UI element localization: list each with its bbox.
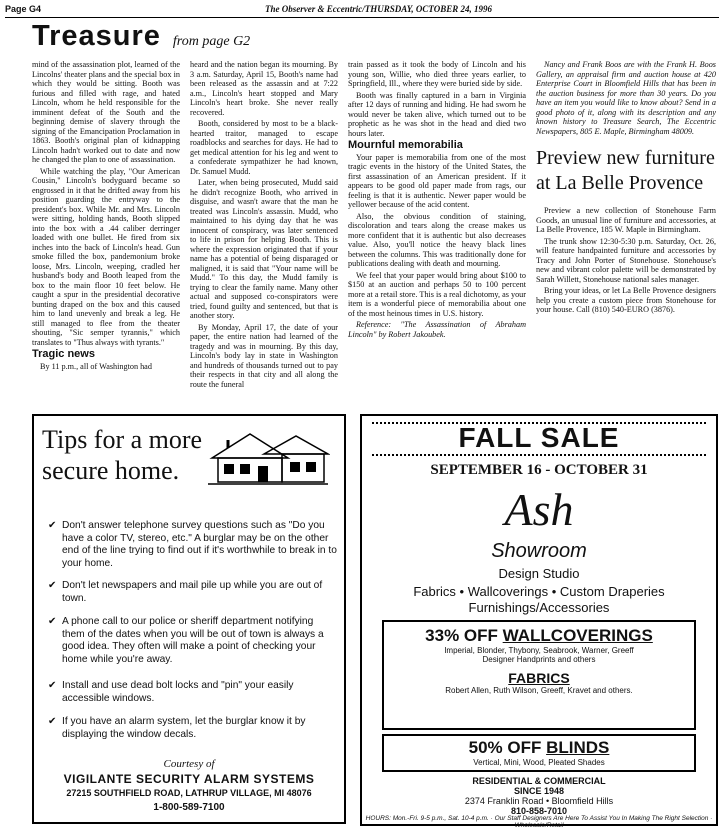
blinds-label: BLINDS — [546, 738, 610, 757]
showroom-address: 2374 Franklin Road • Bloomfield Hills — [464, 796, 614, 806]
firm-address: 27215 SOUTHFIELD ROAD, LATHRUP VILLAGE, MI 48076 — [66, 788, 312, 798]
design-studio: Design Studio — [498, 566, 580, 581]
ash-logo: Ash — [504, 484, 574, 535]
house-illustration — [204, 424, 330, 488]
paragraph: By Monday, April 17, the date of your paper, the entire nation had learned of the tragedy and was in mourning. By this day, Lincoln's body lay in state in Washington and hundreds of thousands turned out to pay their respects in that city and all along the route the funeral — [190, 322, 338, 389]
treasure-title: Treasure — [32, 20, 161, 52]
paragraph: Later, when being prosecuted, Mudd said he didn't recognize Booth, who arrived in disguise, and wasn't aware that the man he treated was Lincoln's assassin. Mudd, who maintained to his dying day that he was innocent of conspiracy, was later sentenced to life in prison for helping Booth. This is where the expression originated that if your name has a potential of being disparaged or maligned, it is said that "Your name will be Mudd." To this day, the Mudd family is trying to clear the family name. Many other actual and supposed co-conspirators were tried, found guilty and sentenced, but that is another story. — [190, 178, 338, 320]
article-column-3 — [348, 60, 526, 341]
continued-from: from page G2 — [172, 34, 251, 49]
paragraph: train passed as it took the body of Lincoln and his young son, Willie, who died three years earlier, to Springfield, Ill., where they were buried side by side. — [348, 60, 526, 88]
wallcovering-brands: Imperial, Blonder, Thybony, Seabrook, Warner, Greeff — [444, 646, 634, 655]
firm-name: VIGILANTE SECURITY ALARM SYSTEMS — [63, 772, 315, 786]
treasure-heading — [32, 20, 482, 58]
showroom-hours: HOURS: Mon.-Fri. 9-5 p.m., Sat. 10-4 p.m. · Our Staff Designers Are Here To Assist You In Making The Right Selection · Wholesale/Retail — [365, 815, 713, 829]
tip-item: ✔ Don't let newspapers and mail pile up while you are out of town. — [48, 580, 323, 604]
showroom-label: Showroom — [491, 540, 587, 562]
author-bio: Nancy and Frank Boos are with the Frank H. Boos Gallery, an appraisal firm and auction house at 420 Enterprise Court in Bloomfield Hills that has been in the auction business for more than 30 years. Do you have an item you would like to know about? Send in a good photo of it, along with its description and any known history to Treasure Search, The Eccentric Newspapers, 805 E. Maple, Birmingham 48009. — [536, 60, 716, 136]
paragraph: By 11 p.m., all of Washington had — [40, 361, 152, 371]
paragraph: Preview a new collection of Stonehouse Farm Goods, an unusual line of furniture and accessories, at La Belle Provence, 185 W. Maple in Birmingham. — [536, 206, 716, 234]
furnishings: Furnishings/Accessories — [468, 600, 610, 615]
page-number: Page G4 — [5, 4, 42, 14]
discount-33: 33% OFF — [425, 626, 498, 645]
masthead: The Observer & Eccentric/THURSDAY, OCTOBER 24, 1996 — [265, 4, 493, 14]
fabrics-label: FABRICS — [508, 670, 570, 686]
article-column-2 — [190, 60, 338, 391]
paragraph: mind of the assassination plot, learned of the Lincolns' theater plans and the special box in which they would be sitting. Booth was furious and filled with rage, and hated Lincoln, whom he held responsible for the imminent defeat of the South and the beginning demise of slavery through the signing of the Emancipation Proclamation in 1863. Booth's original plan of kidnapping Lincoln hadn't worked out to date and now he changed the plan to one of assassination. — [32, 60, 180, 164]
paragraph: Your paper is memorabilia from one of the most tragic events in the history of the United States, the first assassination of an American president. If it appears to be good old paper made from rags, our feeling is that it is authentic. Newer paper would be yellower because of the acid content. — [348, 152, 526, 209]
subheading-tragic-news: Tragic news — [32, 348, 95, 360]
sale-title: FALL SALE — [458, 422, 620, 453]
sale-dates: SEPTEMBER 16 - OCTOBER 31 — [430, 462, 648, 478]
check-icon: ✔ — [48, 520, 57, 531]
check-icon: ✔ — [48, 716, 57, 727]
preview-headline: Preview new furniture at La Belle Provence — [536, 147, 715, 194]
paragraph: heard and the nation began its mourning. By 3 a.m. Saturday, April 15, Booth's name had been released as the assassin and at 7:22 a.m., Lincoln's heart stopped and Mary Lincoln's heart broke. She never really recovered. — [190, 60, 338, 117]
product-lines: Fabrics • Wallcoverings • Custom Draperies — [413, 584, 665, 599]
article-column-4 — [536, 60, 716, 317]
page-header — [5, 3, 719, 17]
tip-item: ✔ Install and use dead bolt locks and "pin" your easily accessible windows. — [48, 680, 294, 704]
tip-item: ✔ A phone call to our police or sheriff department notifying them of the dates when you will be out of town is always a good idea. They often will make a point of checking your home while you're away. — [48, 616, 324, 665]
reference: Reference: "The Assassination of Abraham Lincoln" by Robert Jakoubek. — [348, 320, 526, 339]
showroom-phone: 810-858-7010 — [510, 806, 568, 816]
paragraph: The trunk show 12:30-5:30 p.m. Saturday, Oct. 26, will feature handpainted furniture and accessories by Tracy and John Porter of Stonehouse. Stonehouse's new and vibrant color palette will be demonstrated by Sarah Willett, Stonehouse national sales manager. — [536, 236, 716, 284]
blind-types: Vertical, Mini, Wood, Pleated Shades — [473, 758, 605, 767]
since-1948: SINCE 1948 — [513, 786, 565, 796]
paragraph: Also, the obvious condition of staining, discoloration and tears along the crease makes us more confident that it is authentic but also decreases value. Also, you'll notice the heavy black lines between the columns. This was traditionally done for publications dealing with death and mourning. — [348, 211, 526, 268]
paragraph: Booth, considered by most to be a black-hearted traitor, managed to escape roadblocks and searches for days. He had to get medical attention for his leg and went to a confederate sympathizer he had known, Dr. Samuel Mudd. — [190, 119, 338, 176]
discount-box-wallcoverings — [382, 620, 696, 730]
tip-item: ✔ If you have an alarm system, let the burglar know it by displaying the window decals. — [48, 716, 306, 740]
check-icon: ✔ — [48, 680, 57, 691]
paragraph: While watching the play, "Our American Cousin," Lincoln's bodyguard became so engrossed in it that he drifted away from his position guarding the entryway to the president's box. While Mr. and Mrs. Lincoln were sitting, holding hands, Booth slipped into the box with a .44 caliber derringer loaded with one bullet. He fired from six inches into the back of Lincoln's head. Gun smoke filled the box, pandemonium broke loose, Mrs. Lincoln, weeping, cradled her husband's body and Booth leaped from the box to the main floor 10 feet below. He caught a spur in the presidential decorative bunting draped on the box and this caused him to land unevenly and break a leg. He still managed to flee from the theater shouting, "Sic semper tyrannis," which translates to "Thus always with tyrants." — [32, 166, 180, 347]
ad-title: Tips for a more secure home. — [42, 425, 203, 485]
header-rule — [5, 17, 719, 18]
check-icon: ✔ — [48, 580, 57, 591]
wallcoverings-label: WALLCOVERINGS — [502, 626, 653, 645]
discount-box-blinds — [382, 734, 696, 772]
tip-item: ✔ Don't answer telephone survey questions such as "Do you have a color TV, stereo, etc." A burglar may be on the other end of the line trying to find out if it's worthwhile to break in to your home. — [48, 520, 337, 569]
discount-50: 50% OFF — [468, 738, 542, 757]
paragraph: We feel that your paper would bring about $100 to $150 at an auction and perhaps 50 to 100 percent more at a retail store. This is a real dichotomy, as your item is a wonderful piece of memorabilia about one of the most heinous times in U.S. history. — [348, 270, 526, 318]
residential-commercial: RESIDENTIAL & COMMERCIAL — [472, 776, 606, 786]
subheading-mournful-memorabilia: Mournful memorabilia — [348, 139, 463, 151]
security-tips-ad — [32, 414, 346, 824]
courtesy-of: Courtesy of — [163, 758, 215, 770]
paragraph: Booth was finally captured in a barn in Virginia after 12 days of running and hiding. He had sworn he would never be taken alive, which turned out to be prophetic as he was shot in the head and died two hours later. — [348, 90, 526, 138]
wallcovering-brands-2: Designer Handprints and others — [482, 655, 596, 664]
fabric-brands: Robert Allen, Ruth Wilson, Greeff, Kravet and others. — [445, 686, 633, 695]
check-icon: ✔ — [48, 616, 57, 627]
fall-sale-ad — [360, 414, 718, 829]
paragraph: Bring your ideas, or let La Belle Provence designers help you create a custom piece from Stonehouse for your house. Call (810) 540-EURO (3876). — [536, 286, 716, 314]
article-column-1 — [32, 60, 180, 373]
firm-phone: 1-800-589-7100 — [153, 802, 225, 813]
